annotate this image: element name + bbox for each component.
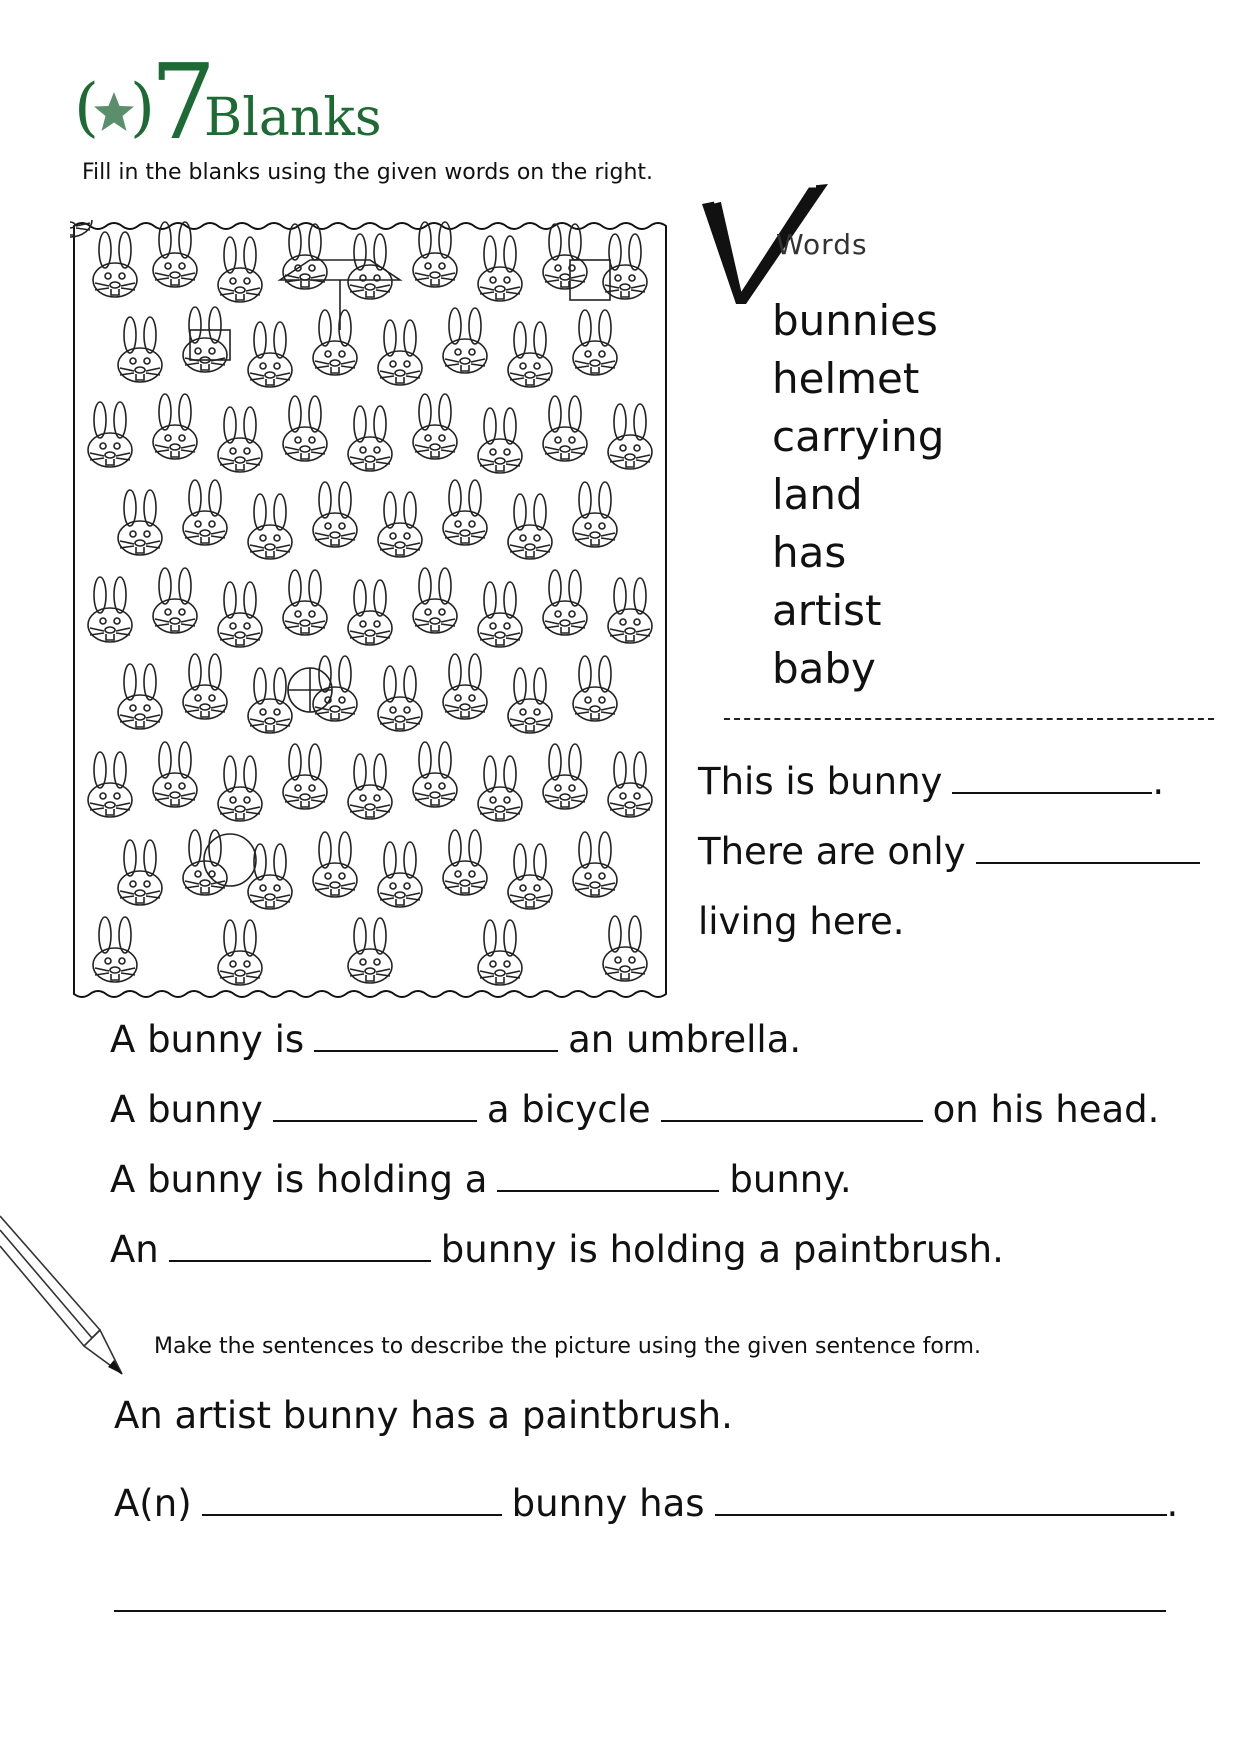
sentence-7-end: bunny is holding a paintbrush.	[440, 1228, 1004, 1271]
sentence-2	[698, 830, 1210, 873]
title-text: Blanks	[204, 88, 382, 148]
sentence-6-text: A bunny is holding a	[110, 1158, 488, 1201]
sentence-3: living here.	[698, 900, 905, 943]
word-item: bunnies	[772, 296, 938, 345]
word-item: artist	[772, 586, 882, 635]
sentence-7	[110, 1228, 1004, 1271]
answer-line[interactable]	[114, 1610, 1166, 1612]
pencil-icon	[0, 1210, 130, 1380]
example-sentence: An artist bunny has a paintbrush.	[114, 1394, 733, 1437]
sentence-6	[110, 1158, 852, 1201]
sentence-4-text: A bunny is	[110, 1018, 305, 1061]
sentence-5	[110, 1088, 1159, 1131]
sentence-5-part-c: on his head.	[932, 1088, 1160, 1131]
sentence-1-end: .	[1152, 760, 1165, 803]
sentence-4	[110, 1018, 801, 1061]
sentence-2-text: There are only	[698, 830, 966, 873]
word-item: land	[772, 470, 863, 519]
answer-blank-2[interactable]	[976, 832, 1200, 864]
bunny-crowd-illustration	[70, 220, 670, 1000]
form-end: .	[1166, 1482, 1179, 1525]
answer-blank-5[interactable]	[661, 1090, 923, 1122]
worksheet-title	[74, 41, 382, 163]
word-item: helmet	[772, 354, 920, 403]
form-part-a: A(n)	[114, 1482, 192, 1525]
sentence-1-text: This is bunny	[698, 760, 943, 803]
words-label: Words	[776, 228, 868, 261]
sentence-6-end: bunny.	[729, 1158, 852, 1201]
answer-blank-6[interactable]	[497, 1160, 719, 1192]
title-paren-open: (	[74, 71, 99, 145]
word-item: carrying	[772, 412, 945, 461]
answer-blank-3[interactable]	[314, 1020, 558, 1052]
form-part-b: bunny has	[511, 1482, 705, 1525]
answer-blank-1[interactable]	[952, 762, 1152, 794]
title-paren-close: )	[130, 71, 155, 145]
answer-blank-8[interactable]	[202, 1484, 502, 1516]
sentence-4-end: an umbrella.	[568, 1018, 802, 1061]
sentence-5-part-b: a bicycle	[486, 1088, 651, 1131]
instruction-bottom: Make the sentences to describe the picture using the given sentence form.	[154, 1334, 981, 1359]
answer-blank-9[interactable]	[715, 1484, 1167, 1516]
answer-blank-7[interactable]	[169, 1230, 431, 1262]
sentence-form	[114, 1482, 1178, 1525]
instruction-top: Fill in the blanks using the given words on the right.	[82, 160, 654, 185]
title-number: 7	[150, 41, 217, 163]
answer-blank-4[interactable]	[273, 1090, 477, 1122]
word-item: baby	[772, 644, 876, 693]
sentence-5-part-a: A bunny	[110, 1088, 263, 1131]
dashed-divider	[724, 718, 1214, 720]
sentence-1	[698, 760, 1164, 803]
sentence-7-text: An	[110, 1228, 159, 1271]
word-item: has	[772, 528, 847, 577]
